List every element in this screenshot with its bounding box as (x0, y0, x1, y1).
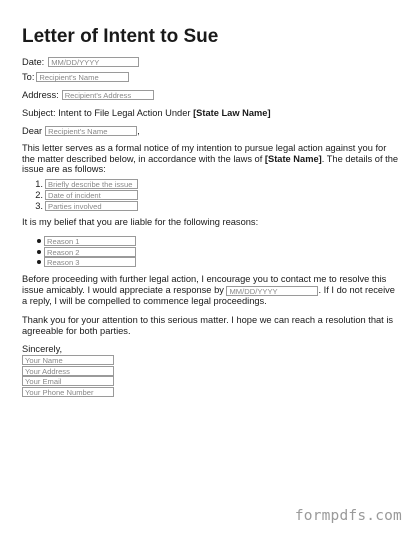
recipient-name-field[interactable]: Recipient's Name (36, 72, 129, 82)
thanks-paragraph: Thank you for your attention to this serious matter. I hope we can reach a resolution that is agreeable for both parties. (22, 314, 394, 336)
date-field[interactable]: MM/DD/YYYY (48, 57, 139, 67)
address-row (22, 90, 400, 101)
bullet-icon (37, 250, 41, 254)
intro-state-name: [State Name] (264, 153, 322, 164)
list-item (34, 200, 400, 211)
bullet-icon (37, 260, 41, 264)
letter-page (22, 27, 400, 398)
reasons-list (22, 236, 400, 268)
proceed-paragraph (22, 274, 400, 306)
recipient-address-field[interactable]: Recipient's Address (62, 90, 154, 100)
proceed-text-2: . If I do not receive a reply, I will be compelled to commence legal proceedings. (22, 285, 395, 307)
salutation-name-field[interactable]: Recipient's Name (45, 126, 137, 136)
salutation-comma: , (137, 125, 140, 136)
intro-text-2: . The details of the issue are as follows: (22, 153, 399, 175)
list-item (34, 246, 400, 257)
to-label: To: (22, 71, 35, 82)
dear-label: Dear (22, 125, 43, 136)
list-item (34, 257, 400, 268)
signature-block (22, 355, 400, 397)
bullet-icon (37, 239, 41, 243)
intro-text-1: This letter serves as a formal notice of my intention to pursue legal action against you for the matter described below, in accordance with the laws of (22, 142, 387, 164)
incident-date-field[interactable]: Date of incident (45, 190, 138, 200)
subject-law-name: [State Law Name] (193, 107, 271, 118)
reason-2-field[interactable]: Reason 2 (44, 247, 136, 257)
list-item (34, 179, 400, 190)
liable-paragraph: It is my belief that you are liable for the following reasons: (22, 216, 259, 227)
proceed-text-1: Before proceeding with further legal action, I encourage you to contact me to resolve this issue amicably. I would appreciate a response by (22, 274, 387, 296)
subject-prefix: Subject: Intent to File Legal Action Under (22, 107, 194, 118)
your-address-field[interactable]: Your Address (22, 366, 114, 376)
your-email-field[interactable]: Your Email (22, 376, 114, 386)
list-item (34, 190, 400, 201)
date-label: Date: (22, 56, 45, 67)
reason-1-field[interactable]: Reason 1 (44, 236, 136, 246)
sincerely-text: Sincerely, (22, 344, 63, 355)
your-name-field[interactable]: Your Name (22, 355, 114, 365)
address-label: Address: (22, 89, 59, 100)
list-number: 3. (35, 200, 43, 211)
to-row (22, 72, 400, 83)
list-number: 1. (35, 179, 43, 190)
date-row (22, 57, 400, 68)
your-phone-field[interactable]: Your Phone Number (22, 387, 114, 397)
list-item (34, 236, 400, 247)
issue-list (22, 179, 400, 211)
parties-involved-field[interactable]: Parties involved (45, 201, 138, 211)
intro-paragraph (22, 143, 400, 175)
footer-watermark: formpdfs.com (294, 508, 402, 524)
issue-description-field[interactable]: Briefly describe the issue (45, 179, 138, 189)
page-title: Letter of Intent to Sue (22, 26, 219, 47)
salutation-row (22, 126, 400, 137)
subject-line (22, 108, 400, 119)
response-date-field[interactable]: MM/DD/YYYY (226, 286, 318, 296)
list-number: 2. (35, 190, 43, 201)
reason-3-field[interactable]: Reason 3 (44, 257, 136, 267)
